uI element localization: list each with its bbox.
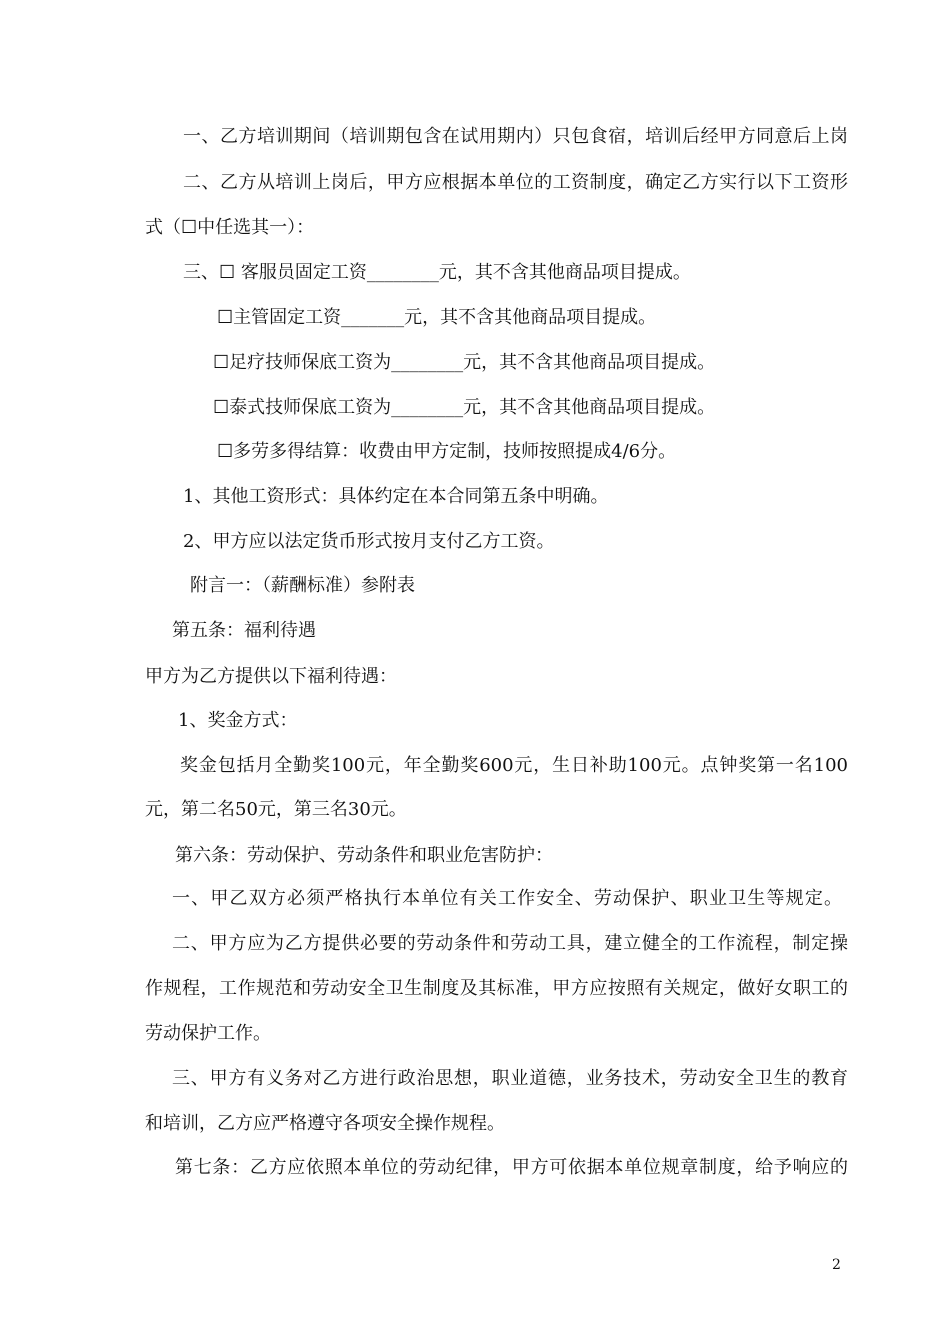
text-line: 一、乙方培训期间（培训期包含在试用期内）只包食宿，培训后经甲方同意后上岗	[183, 126, 848, 147]
text-line: 附言一：（薪酬标准）参附表	[190, 575, 415, 596]
text-line: ☐足疗技师保底工资为________元，其不含其他商品项目提成。	[213, 352, 716, 373]
text-line: 二、甲方应为乙方提供必要的劳动条件和劳动工具，建立健全的工作流程，制定操	[172, 933, 848, 954]
text-line: 2、甲方应以法定货币形式按月支付乙方工资。	[183, 531, 555, 552]
section-heading: 第六条：劳动保护、劳动条件和职业危害防护：	[175, 845, 553, 866]
text-line: 式（☐中任选其一）：	[145, 217, 315, 238]
text-line: ☐多劳多得结算：收费由甲方定制，技师按照提成4/6分。	[217, 441, 677, 462]
text-line: 甲方为乙方提供以下福利待遇：	[145, 666, 397, 687]
text-line: 元，第二名50元，第三名30元。	[145, 799, 407, 820]
text-line: ☐主管固定工资_______元，其不含其他商品项目提成。	[217, 307, 657, 328]
text-line: 一、甲乙双方必须严格执行本单位有关工作安全、劳动保护、职业卫生等规定。	[172, 888, 842, 909]
text-line: 1、其他工资形式：具体约定在本合同第五条中明确。	[183, 486, 609, 507]
text-line: 奖金包括月全勤奖100元，年全勤奖600元，生日补助100元。点钟奖第一名100	[180, 755, 848, 776]
text-line: 三、甲方有义务对乙方进行政治思想，职业道德，业务技术，劳动安全卫生的教育	[172, 1068, 848, 1089]
text-line: 三、☐ 客服员固定工资________元，其不含其他商品项目提成。	[183, 262, 691, 283]
text-line: 劳动保护工作。	[145, 1023, 271, 1044]
text-line: 和培训，乙方应严格遵守各项安全操作规程。	[145, 1113, 505, 1134]
text-line: 二、乙方从培训上岗后，甲方应根据本单位的工资制度，确定乙方实行以下工资形	[183, 172, 848, 193]
section-heading: 第七条：乙方应依照本单位的劳动纪律，甲方可依据本单位规章制度，给予响应的	[175, 1157, 848, 1178]
section-heading: 第五条：福利待遇	[172, 620, 316, 641]
text-line: ☐泰式技师保底工资为________元，其不含其他商品项目提成。	[213, 397, 716, 418]
text-line: 1、奖金方式：	[178, 710, 298, 731]
text-line: 作规程，工作规范和劳动安全卫生制度及其标准，甲方应按照有关规定，做好女职工的	[145, 978, 848, 999]
page-number: 2	[832, 1257, 841, 1273]
